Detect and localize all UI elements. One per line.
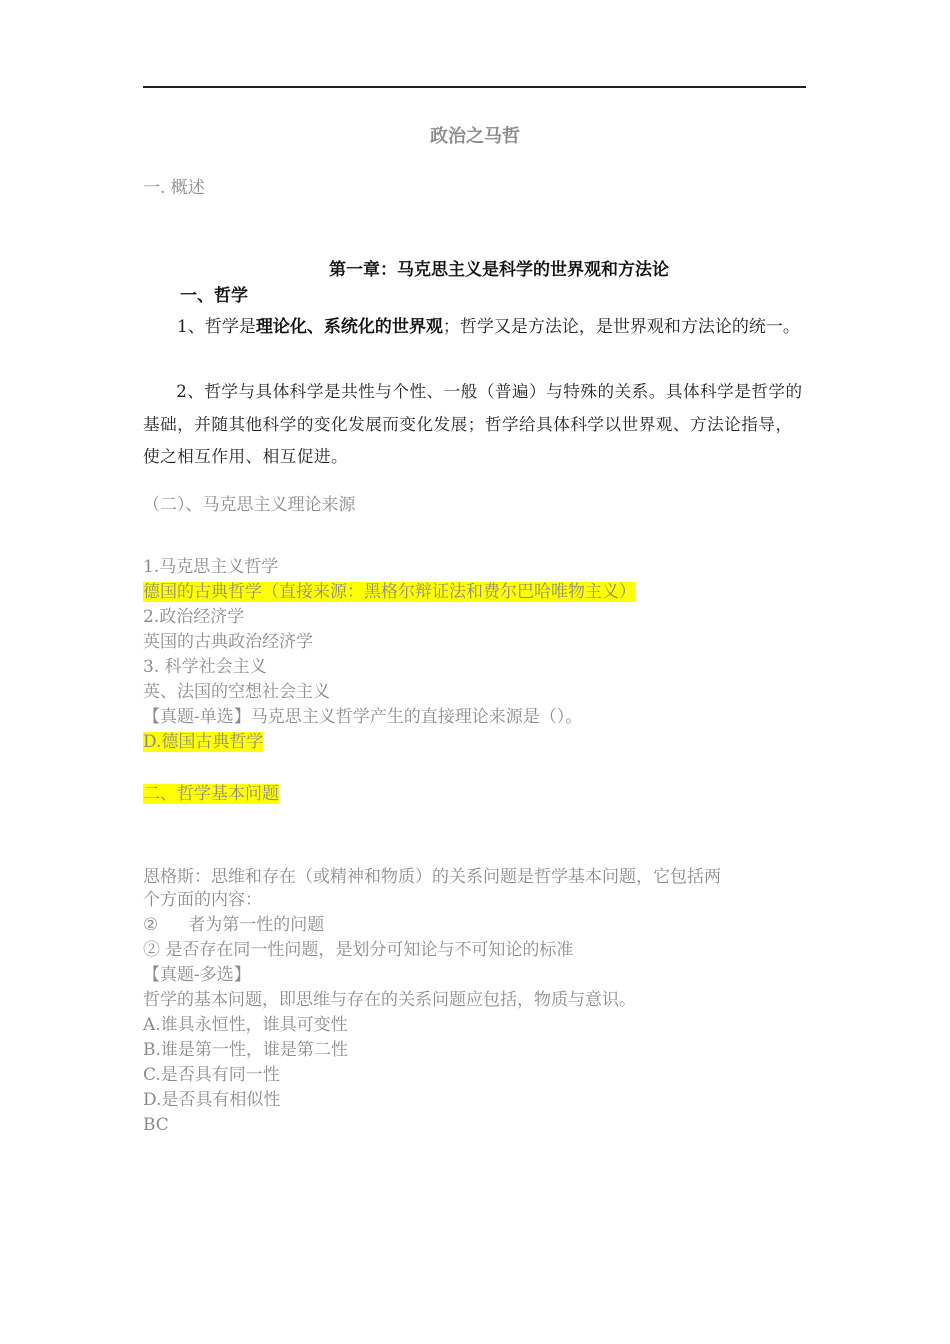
question-2-stem: 哲学的基本问题，即思维与存在的关系问题应包括，物质与意识。: [143, 990, 636, 1010]
question-1-answer: [143, 734, 263, 751]
document-title: 政治之马哲: [430, 126, 520, 147]
source-1-detail: [143, 584, 636, 601]
source-3-detail: 英、法国的空想社会主义: [143, 682, 330, 702]
list-item-2: ② 是否存在同一性问题，是划分可知论与不可知论的标准: [143, 940, 574, 960]
source-1: 1.马克思主义哲学: [143, 557, 279, 577]
source-2: 2.政治经济学: [143, 607, 245, 627]
section-2-heading: [143, 786, 279, 803]
question-2-tag: 【真题-多选】: [143, 965, 251, 985]
question-1: 【真题-单选】马克思主义哲学产生的直接理论来源是（）。: [143, 707, 583, 727]
p2-text: 2、哲学与具体科学是共性与个性、一般（普遍）与特殊的关系。具体科学是哲学的基础，并随其他科学的变化发展而变化发展；哲学给具体科学以世界观、方法论指导，使之相互作用、相互促进。: [143, 382, 803, 466]
section-philosophy: 一、哲学: [180, 286, 248, 306]
option-b: B.谁是第一性，谁是第二性: [143, 1040, 348, 1060]
option-d: D.是否具有相似性: [143, 1090, 281, 1110]
paragraph-2: [143, 376, 806, 474]
sources-heading: （二）、马克思主义理论来源: [143, 495, 356, 515]
source-2-detail: 英国的古典政治经济学: [143, 632, 313, 652]
list-item-1-text: 者为第一性的问题: [188, 915, 325, 935]
p1-emphasis: 理论化、系统化的世界观: [255, 317, 443, 337]
header-rule: [143, 86, 806, 88]
option-a: A.谁具永恒性，谁具可变性: [143, 1015, 348, 1035]
engels-line-2: 个方面的内容：: [143, 890, 262, 910]
paragraph-1: [143, 311, 806, 343]
option-c: C.是否具有同一性: [143, 1065, 280, 1085]
p1-prefix: 1、哲学是: [177, 317, 256, 337]
question-1-answer-highlight: D.德国古典哲学: [143, 732, 264, 752]
source-3: 3. 科学社会主义: [143, 657, 267, 677]
section-2-heading-highlight: 二、哲学基本问题: [143, 784, 279, 804]
p1-rest: ；哲学又是方法论，是世界观和方法论的统一。: [442, 317, 800, 337]
source-1-detail-highlight: 德国的古典哲学（直接来源：黑格尔辩证法和费尔巴哈唯物主义）: [143, 582, 636, 602]
list-item-1-marker: ②: [143, 915, 159, 935]
question-2-answer: BC: [143, 1115, 169, 1135]
engels-line-1: 恩格斯：思维和存在（或精神和物质）的关系问题是哲学基本问题，它包括两: [143, 867, 721, 887]
outline-heading: 一. 概述: [143, 178, 205, 198]
list-item-1: [143, 917, 324, 934]
chapter-title: 第一章：马克思主义是科学的世界观和方法论: [329, 260, 669, 280]
